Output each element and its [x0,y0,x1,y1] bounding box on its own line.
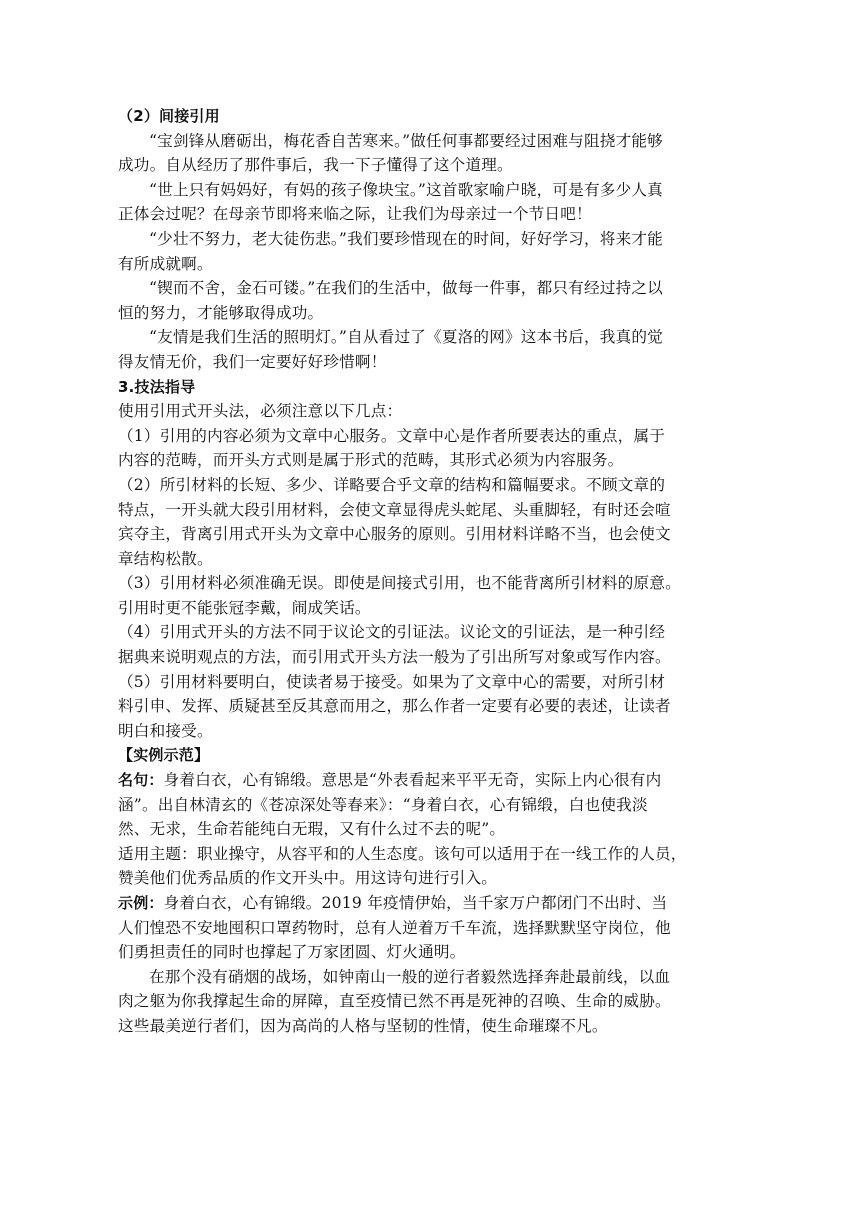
sample-block [118,891,740,965]
quote-text: 身着白衣，心有锦缎。意思是“外表看起来平平无奇，实际上内心很有内 [163,771,662,790]
document-page [118,104,740,1039]
technique-point [118,571,740,620]
paragraph-line: “锲而不舍，金石可镂。”在我们的生活中，做每一件事，都只有经过持之以 [149,279,663,298]
point-line: 特点，一开头就大段引用材料，会使文章显得虎头蛇尾、头重脚轻，有时还会喧 [118,500,671,519]
technique-heading: 3.技法指导 [118,377,196,396]
quote-paragraph [118,178,740,227]
paragraph-line: “宝剑锋从磨砺出，梅花香自苦寒来。”做任何事都要经过困难与阻挠才能够 [149,131,663,150]
theme-line: 适用主题：职业操守，从容平和的人生态度。该句可以适用于在一线工作的人员， [118,844,687,863]
closing-line: 这些最美逆行者们，因为高尚的人格与坚韧的性情，使生命璀璨不凡。 [118,1016,608,1035]
point-line: 宾夺主，背离引用式开头为文章中心服务的原则。引用材料详略不当，也会使文 [118,525,671,544]
sample-label: 示例： [118,894,164,912]
famous-quote-block [118,768,740,842]
paragraph-line: “友情是我们生活的照明灯。”自从看过了《夏洛的网》这本书后，我真的觉 [149,328,663,347]
sample-line [118,891,740,916]
example-heading: 【实例示范】 [118,746,210,765]
point-line: 料引申、发挥、质疑甚至反其意而用之，那么作者一定要有必要的表述，让读者 [118,697,671,716]
point-line: （2）所引材料的长短、多少、详略要合乎文章的结构和篇幅要求。不顾文章的 [118,475,666,494]
quote-paragraph [118,276,740,325]
closing-line: 在那个没有硝烟的战场，如钟南山一般的逆行者毅然选择奔赴最前线，以血 [149,967,671,986]
paragraph-line: “少壮不努力，老大徒伤悲。”我们要珍惜现在的时间，好好学习，将来才能 [149,229,663,248]
quote-line [118,768,740,793]
closing-line: 肉之躯为你我撑起生命的屏障，直至疫情已然不再是死神的召唤、生命的威胁。 [118,992,671,1011]
quote-paragraph [118,227,740,276]
sample-line: 人们惶恐不安地囤积口罩药物时，总有人逆着万千车流，选择默默坚守岗位，他 [118,918,671,937]
theme-block [118,842,740,891]
point-line: 章结构松散。 [118,549,213,568]
closing-paragraph [118,965,740,1039]
sample-line: 们勇担责任的同时也撑起了万家团圆、灯火通明。 [118,943,466,962]
paragraph-line: 正体会过呢？在母亲节即将来临之际，让我们为母亲过一个节日吧！ [118,205,592,224]
paragraph-line: 得友情无价，我们一定要好好珍惜啊！ [118,352,387,371]
paragraph-line: 成功。自从经历了那件事后，我一下子懂得了这个道理。 [118,156,513,175]
technique-point [118,620,740,669]
technique-intro: 使用引用式开头法，必须注意以下几点： [118,402,403,421]
technique-point [118,473,740,571]
point-line: （1）引用的内容必须为文章中心服务。文章中心是作者所要表达的重点，属于 [118,426,666,445]
paragraph-line: 有所成就啊。 [118,254,213,273]
technique-point [118,424,740,473]
indirect-quote-heading: （2）间接引用 [118,107,220,125]
quote-line: 涵”。出自林清玄的《苍凉深处等春来》：“身着白衣，心有锦缎，白也使我淡 [118,795,648,814]
sample-text: 身着白衣，心有锦缎。2019 年疫情伊始，当千家万户都闭门不出时、当 [163,894,668,912]
point-line: 据典来说明观点的方法，而引用式开头方法一般为了引出所写对象或写作内容。 [118,648,671,667]
point-line: （4）引用式开头的方法不同于议论文的引证法。议论文的引证法，是一种引经 [118,623,666,642]
quote-paragraph [118,325,740,374]
paragraph-line: “世上只有妈妈好，有妈的孩子像块宝。”这首歌家喻户晓，可是有多少人真 [149,180,663,199]
theme-line: 赞美他们优秀品质的作文开头中。用这诗句进行引入。 [118,869,498,888]
quote-paragraph [118,129,740,178]
point-line: （3）引用材料必须准确无误。即使是间接式引用，也不能背离所引材料的原意。 [118,574,681,593]
point-line: 引用时更不能张冠李戴，闹成笑话。 [118,598,371,617]
quote-line: 然、无求，生命若能纯白无瑕，又有什么过不去的呢”。 [118,820,506,839]
point-line: 明白和接受。 [118,721,213,740]
quote-label: 名句： [118,771,164,790]
point-line: （5）引用材料要明白，使读者易于接受。如果为了文章中心的需要，对所引材 [118,672,666,691]
paragraph-line: 恒的努力，才能够取得成功。 [118,303,324,322]
point-line: 内容的范畴，而开头方式则是属于形式的范畴，其形式必须为内容服务。 [118,451,624,470]
technique-point [118,670,740,744]
